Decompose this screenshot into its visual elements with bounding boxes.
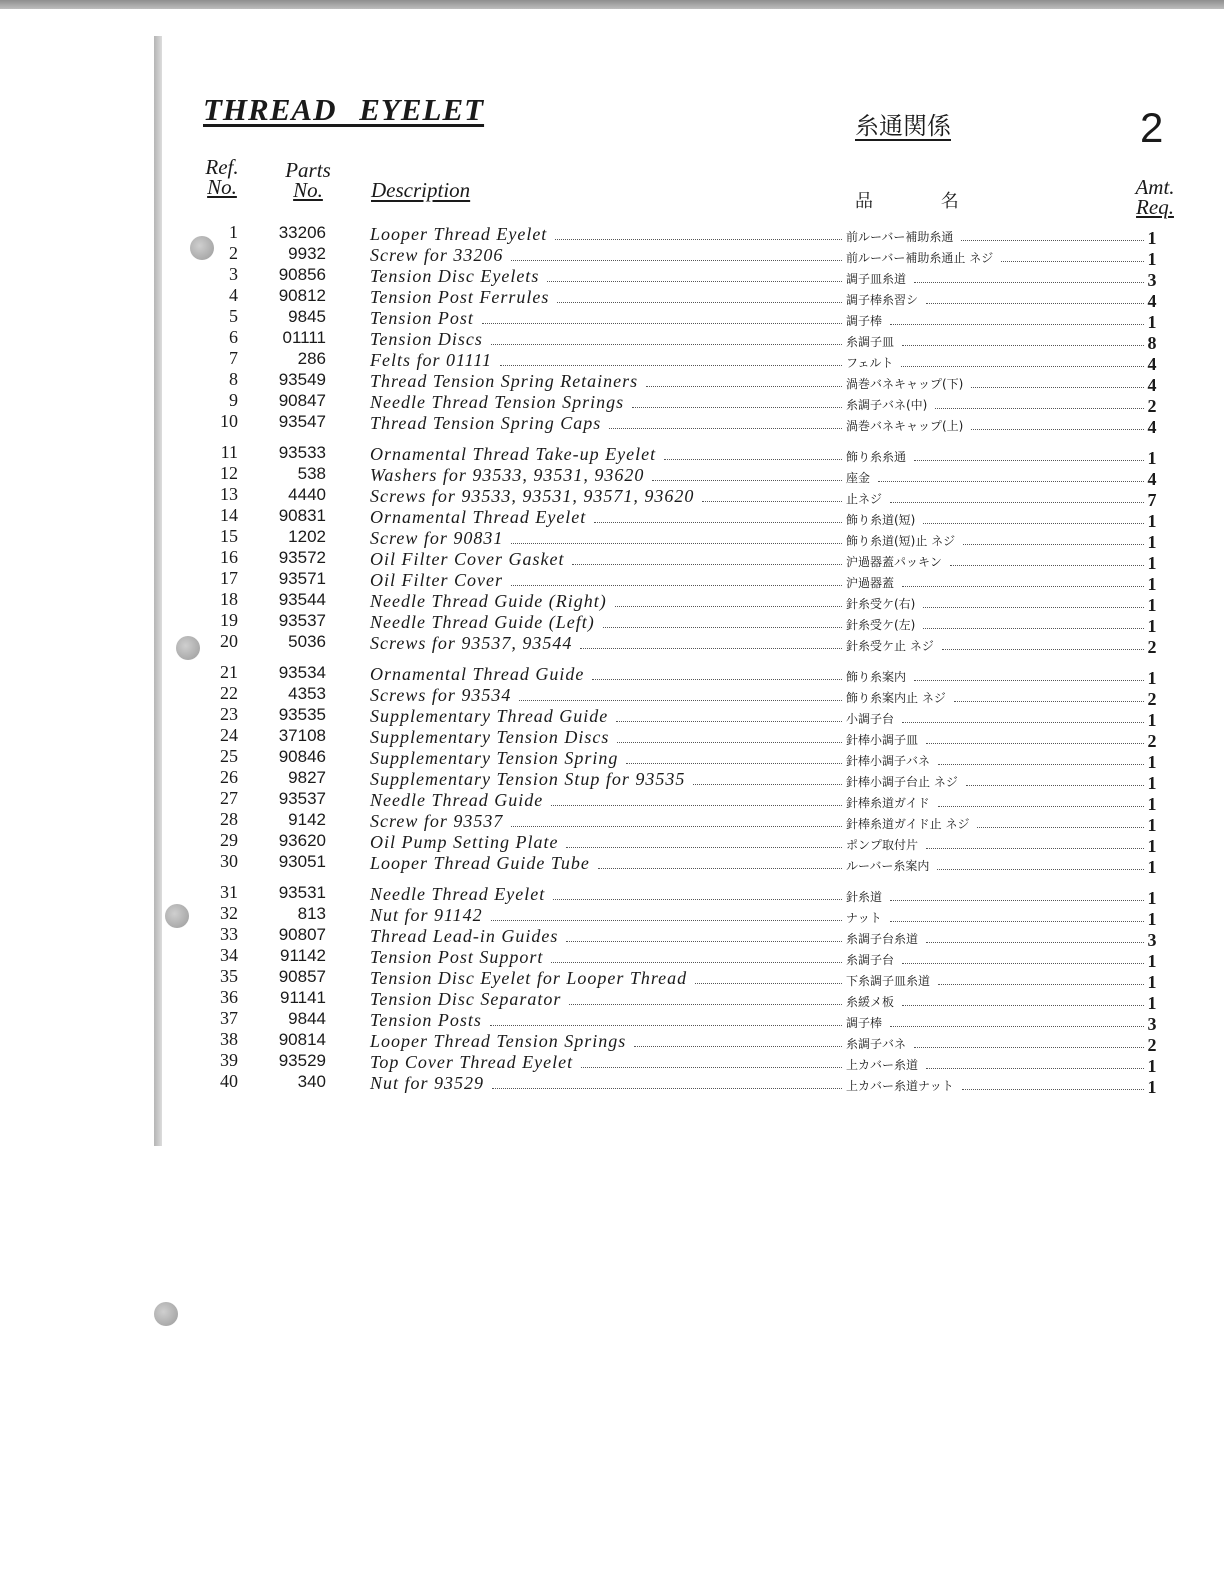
ref-number: 26 — [220, 767, 238, 787]
table-row — [0, 1050, 1224, 1076]
part-description: Tension Disc Separator — [370, 989, 844, 1010]
japanese-name: 沪過器蓋パッキン — [846, 553, 1146, 571]
amount-required: 1 — [1147, 951, 1157, 971]
japanese-name: 針棒小調子台止 ネジ — [846, 773, 1146, 791]
japanese-name: 座金 — [846, 469, 1146, 487]
table-row — [0, 809, 1224, 835]
ref-number: 21 — [220, 662, 238, 682]
table-row — [0, 924, 1224, 950]
japanese-name: ルーバー糸案内 — [846, 857, 1146, 875]
ref-number: 35 — [220, 966, 238, 986]
table-row — [0, 882, 1224, 908]
part-description: Top Cover Thread Eyelet — [370, 1052, 844, 1073]
amount-required: 1 — [1147, 312, 1157, 332]
ref-number: 19 — [220, 610, 238, 630]
japanese-name: 糸調子バネ — [846, 1035, 1146, 1053]
amount-required: 1 — [1147, 616, 1157, 636]
table-row — [0, 945, 1224, 971]
japanese-name: 針糸受ケ(左) — [846, 616, 1146, 634]
table-row — [0, 463, 1224, 489]
table-row — [0, 222, 1224, 248]
part-number: 9932 — [288, 244, 326, 263]
header-parts-no: Parts No. — [285, 158, 331, 202]
ref-number: 39 — [220, 1050, 238, 1070]
table-row — [0, 390, 1224, 416]
japanese-name: 調子棒 — [846, 312, 1146, 330]
table-row — [0, 484, 1224, 510]
table-row — [0, 610, 1224, 636]
japanese-name: 針棒小調子バネ — [846, 752, 1146, 770]
ref-number: 8 — [229, 369, 238, 389]
part-description: Screws for 93534 — [370, 685, 844, 706]
table-row — [0, 704, 1224, 730]
amount-required: 1 — [1147, 972, 1157, 992]
header-japanese-name: 品 名 — [855, 191, 959, 212]
japanese-name: 渦巻バネキャップ(下) — [846, 375, 1146, 393]
parts-table — [0, 222, 1224, 1097]
amount-required: 2 — [1147, 396, 1157, 416]
table-row — [0, 568, 1224, 594]
table-row — [0, 348, 1224, 374]
part-description: Supplementary Tension Discs — [370, 727, 844, 748]
amount-required: 2 — [1147, 637, 1157, 657]
amount-required: 4 — [1147, 291, 1157, 311]
ref-number: 14 — [220, 505, 238, 525]
table-row — [0, 788, 1224, 814]
part-description: Thread Tension Spring Retainers — [370, 371, 844, 392]
part-number: 340 — [297, 1072, 326, 1091]
japanese-name: 糸調子台糸道 — [846, 930, 1146, 948]
table-row — [0, 1029, 1224, 1055]
table-row — [0, 987, 1224, 1013]
japanese-name: 渦巻バネキャップ(上) — [846, 417, 1146, 435]
japanese-name: 針糸受ケ止 ネジ — [846, 637, 1146, 655]
japanese-name: 上カバー糸道 — [846, 1056, 1146, 1074]
ref-number: 6 — [229, 327, 238, 347]
part-number: 9844 — [288, 1009, 326, 1028]
ref-number: 36 — [220, 987, 238, 1007]
ref-number: 17 — [220, 568, 238, 588]
japanese-name: ポンプ取付片 — [846, 836, 1146, 854]
japanese-name: 前ルーバー補助糸通止 ネジ — [846, 249, 1146, 267]
part-description: Screws for 93537, 93544 — [370, 633, 844, 654]
table-row — [0, 505, 1224, 531]
ref-number: 13 — [220, 484, 238, 504]
part-description: Oil Filter Cover Gasket — [370, 549, 844, 570]
amount-required: 1 — [1147, 595, 1157, 615]
part-description: Supplementary Thread Guide — [370, 706, 844, 727]
amount-required: 1 — [1147, 710, 1157, 730]
table-row — [0, 285, 1224, 311]
part-description: Looper Thread Guide Tube — [370, 853, 844, 874]
ref-number: 9 — [229, 390, 238, 410]
amount-required: 1 — [1147, 1077, 1157, 1097]
part-description: Screw for 90831 — [370, 528, 844, 549]
table-row — [0, 725, 1224, 751]
part-number: 4353 — [288, 684, 326, 703]
part-number: 9142 — [288, 810, 326, 829]
part-number: 5036 — [288, 632, 326, 651]
amount-required: 4 — [1147, 469, 1157, 489]
part-description: Ornamental Thread Guide — [370, 664, 844, 685]
part-description: Needle Thread Guide (Right) — [370, 591, 844, 612]
part-description: Tension Disc Eyelets — [370, 266, 844, 287]
ref-number: 33 — [220, 924, 238, 944]
part-description: Thread Tension Spring Caps — [370, 413, 844, 434]
part-description: Tension Post Support — [370, 947, 844, 968]
amount-required: 3 — [1147, 1014, 1157, 1034]
part-number: 93534 — [278, 663, 326, 682]
japanese-name: 飾り糸道(短) — [846, 511, 1146, 529]
amount-required: 1 — [1147, 857, 1157, 877]
ref-number: 40 — [220, 1071, 238, 1091]
amount-required: 1 — [1147, 909, 1157, 929]
part-number: 813 — [297, 904, 326, 923]
amount-required: 1 — [1147, 993, 1157, 1013]
amount-required: 1 — [1147, 815, 1157, 835]
japanese-name: 飾り糸案内止 ネジ — [846, 689, 1146, 707]
japanese-name: 針糸道 — [846, 888, 1146, 906]
table-row — [0, 411, 1224, 437]
japanese-name: 調子棒糸習シ — [846, 291, 1146, 309]
japanese-name: 針糸受ケ(右) — [846, 595, 1146, 613]
ref-number: 5 — [229, 306, 238, 326]
ref-number: 18 — [220, 589, 238, 609]
ref-number: 27 — [220, 788, 238, 808]
ref-number: 28 — [220, 809, 238, 829]
ref-number: 22 — [220, 683, 238, 703]
part-number: 90807 — [278, 925, 326, 944]
part-description: Ornamental Thread Eyelet — [370, 507, 844, 528]
part-number: 1202 — [288, 527, 326, 546]
part-number: 93533 — [278, 443, 326, 462]
ref-number: 15 — [220, 526, 238, 546]
amount-required: 7 — [1147, 490, 1157, 510]
japanese-name: 糸調子台 — [846, 951, 1146, 969]
part-description: Nut for 91142 — [370, 905, 844, 926]
amount-required: 1 — [1147, 773, 1157, 793]
part-description: Oil Filter Cover — [370, 570, 844, 591]
header-description: Description — [371, 178, 471, 202]
table-row — [0, 1071, 1224, 1097]
ref-number: 12 — [220, 463, 238, 483]
ref-number: 16 — [220, 547, 238, 567]
part-number: 90856 — [278, 265, 326, 284]
ref-number: 37 — [220, 1008, 238, 1028]
table-row — [0, 683, 1224, 709]
amount-required: 3 — [1147, 270, 1157, 290]
amount-required: 1 — [1147, 511, 1157, 531]
part-description: Tension Discs — [370, 329, 844, 350]
part-number: 93549 — [278, 370, 326, 389]
japanese-name: 飾り糸道(短)止 ネジ — [846, 532, 1146, 550]
ref-number: 38 — [220, 1029, 238, 1049]
part-description: Tension Disc Eyelet for Looper Thread — [370, 968, 844, 989]
amount-required: 4 — [1147, 375, 1157, 395]
table-row — [0, 327, 1224, 353]
part-description: Supplementary Tension Spring — [370, 748, 844, 769]
scan-top-edge — [0, 0, 1224, 9]
part-description: Felts for 01111 — [370, 350, 844, 371]
part-description: Screw for 33206 — [370, 245, 844, 266]
ref-number: 29 — [220, 830, 238, 850]
part-description: Needle Thread Eyelet — [370, 884, 844, 905]
table-row — [0, 966, 1224, 992]
table-row — [0, 851, 1224, 877]
part-number: 37108 — [278, 726, 326, 745]
japanese-name: 前ルーバー補助糸通 — [846, 228, 1146, 246]
table-row — [0, 526, 1224, 552]
part-description: Washers for 93533, 93531, 93620 — [370, 465, 844, 486]
japanese-name: 小調子台 — [846, 710, 1146, 728]
part-number: 93544 — [278, 590, 326, 609]
amount-required: 1 — [1147, 1056, 1157, 1076]
amount-required: 4 — [1147, 354, 1157, 374]
japanese-name: 止ネジ — [846, 490, 1146, 508]
part-number: 93572 — [278, 548, 326, 567]
ref-number: 24 — [220, 725, 238, 745]
part-description: Tension Posts — [370, 1010, 844, 1031]
table-row — [0, 369, 1224, 395]
part-description: Tension Post — [370, 308, 844, 329]
table-row — [0, 306, 1224, 332]
table-row — [0, 903, 1224, 929]
amount-required: 1 — [1147, 668, 1157, 688]
part-description: Needle Thread Tension Springs — [370, 392, 844, 413]
part-number: 93051 — [278, 852, 326, 871]
ref-number: 31 — [220, 882, 238, 902]
part-description: Needle Thread Guide — [370, 790, 844, 811]
binder-hole — [154, 1302, 178, 1326]
amount-required: 8 — [1147, 333, 1157, 353]
amount-required: 1 — [1147, 553, 1157, 573]
amount-required: 2 — [1147, 731, 1157, 751]
ref-number: 11 — [220, 442, 238, 462]
part-description: Screws for 93533, 93531, 93571, 93620 — [370, 486, 844, 507]
ref-number: 2 — [229, 243, 238, 263]
part-number: 91142 — [279, 946, 326, 965]
japanese-name: 糸緩メ板 — [846, 993, 1146, 1011]
part-number: 9845 — [288, 307, 326, 326]
part-number: 90812 — [278, 286, 326, 305]
table-row — [0, 746, 1224, 772]
part-number: 93535 — [278, 705, 326, 724]
part-number: 90846 — [278, 747, 326, 766]
part-description: Nut for 93529 — [370, 1073, 844, 1094]
amount-required: 2 — [1147, 689, 1157, 709]
part-number: 90831 — [278, 506, 326, 525]
japanese-name: ナット — [846, 909, 1146, 927]
amount-required: 3 — [1147, 930, 1157, 950]
amount-required: 1 — [1147, 448, 1157, 468]
part-number: 93531 — [278, 883, 326, 902]
header-amt-req: Amt. Req. — [1135, 175, 1175, 219]
amount-required: 4 — [1147, 417, 1157, 437]
japanese-name: 調子棒 — [846, 1014, 1146, 1032]
japanese-name: 糸調子皿 — [846, 333, 1146, 351]
japanese-name: 糸調子バネ(中) — [846, 396, 1146, 414]
ref-number: 23 — [220, 704, 238, 724]
part-number: 93537 — [278, 789, 326, 808]
part-number: 93529 — [278, 1051, 326, 1070]
amount-required: 1 — [1147, 794, 1157, 814]
part-description: Ornamental Thread Take-up Eyelet — [370, 444, 844, 465]
ref-number: 10 — [220, 411, 238, 431]
page-number: 2 — [1140, 104, 1164, 151]
ref-number: 30 — [220, 851, 238, 871]
table-row — [0, 1008, 1224, 1034]
japanese-name: 飾り糸案内 — [846, 668, 1146, 686]
part-number: 90857 — [278, 967, 326, 986]
japanese-name: 沪過器蓋 — [846, 574, 1146, 592]
japanese-name: 針棒糸道ガイド止 ネジ — [846, 815, 1146, 833]
part-number: 93620 — [278, 831, 326, 850]
header-ref-no: Ref. No. — [205, 155, 239, 199]
part-number: 90847 — [278, 391, 326, 410]
table-row — [0, 830, 1224, 856]
part-description: Looper Thread Eyelet — [370, 224, 844, 245]
ref-number: 32 — [220, 903, 238, 923]
amount-required: 1 — [1147, 228, 1157, 248]
part-number: 93571 — [278, 569, 326, 588]
amount-required: 1 — [1147, 888, 1157, 908]
part-number: 93537 — [278, 611, 326, 630]
part-number: 4440 — [288, 485, 326, 504]
table-row — [0, 767, 1224, 793]
ref-number: 1 — [229, 222, 238, 242]
amount-required: 1 — [1147, 249, 1157, 269]
ref-number: 7 — [229, 348, 238, 368]
japanese-name: フェルト — [846, 354, 1146, 372]
japanese-name: 針棒小調子皿 — [846, 731, 1146, 749]
part-number: 93547 — [278, 412, 326, 431]
ref-number: 3 — [229, 264, 238, 284]
part-description: Needle Thread Guide (Left) — [370, 612, 844, 633]
page-title: THREAD EYELET — [203, 92, 485, 127]
japanese-title: 糸通関係 — [855, 112, 951, 140]
amount-required: 1 — [1147, 574, 1157, 594]
part-description: Supplementary Tension Stup for 93535 — [370, 769, 844, 790]
ref-number: 25 — [220, 746, 238, 766]
part-number: 90814 — [278, 1030, 326, 1049]
part-description: Tension Post Ferrules — [370, 287, 844, 308]
ref-number: 4 — [229, 285, 238, 305]
table-row — [0, 662, 1224, 688]
table-row — [0, 631, 1224, 657]
japanese-name: 調子皿糸道 — [846, 270, 1146, 288]
part-number: 91141 — [279, 988, 326, 1007]
part-number: 33206 — [278, 223, 326, 242]
part-description: Oil Pump Setting Plate — [370, 832, 844, 853]
japanese-name: 上カバー糸道ナット — [846, 1077, 1146, 1095]
amount-required: 1 — [1147, 752, 1157, 772]
table-row — [0, 243, 1224, 269]
amount-required: 1 — [1147, 836, 1157, 856]
part-description: Thread Lead-in Guides — [370, 926, 844, 947]
part-description: Screw for 93537 — [370, 811, 844, 832]
part-number: 538 — [297, 464, 326, 483]
table-row — [0, 442, 1224, 468]
ref-number: 34 — [220, 945, 238, 965]
japanese-name: 下糸調子皿糸道 — [846, 972, 1146, 990]
table-row — [0, 547, 1224, 573]
part-description: Looper Thread Tension Springs — [370, 1031, 844, 1052]
japanese-name: 針棒糸道ガイド — [846, 794, 1146, 812]
part-number: 286 — [297, 349, 326, 368]
part-number: 01111 — [282, 328, 326, 347]
part-number: 9827 — [288, 768, 326, 787]
ref-number: 20 — [220, 631, 238, 651]
table-row — [0, 264, 1224, 290]
japanese-name: 飾り糸糸通 — [846, 448, 1146, 466]
amount-required: 2 — [1147, 1035, 1157, 1055]
table-row — [0, 589, 1224, 615]
amount-required: 1 — [1147, 532, 1157, 552]
